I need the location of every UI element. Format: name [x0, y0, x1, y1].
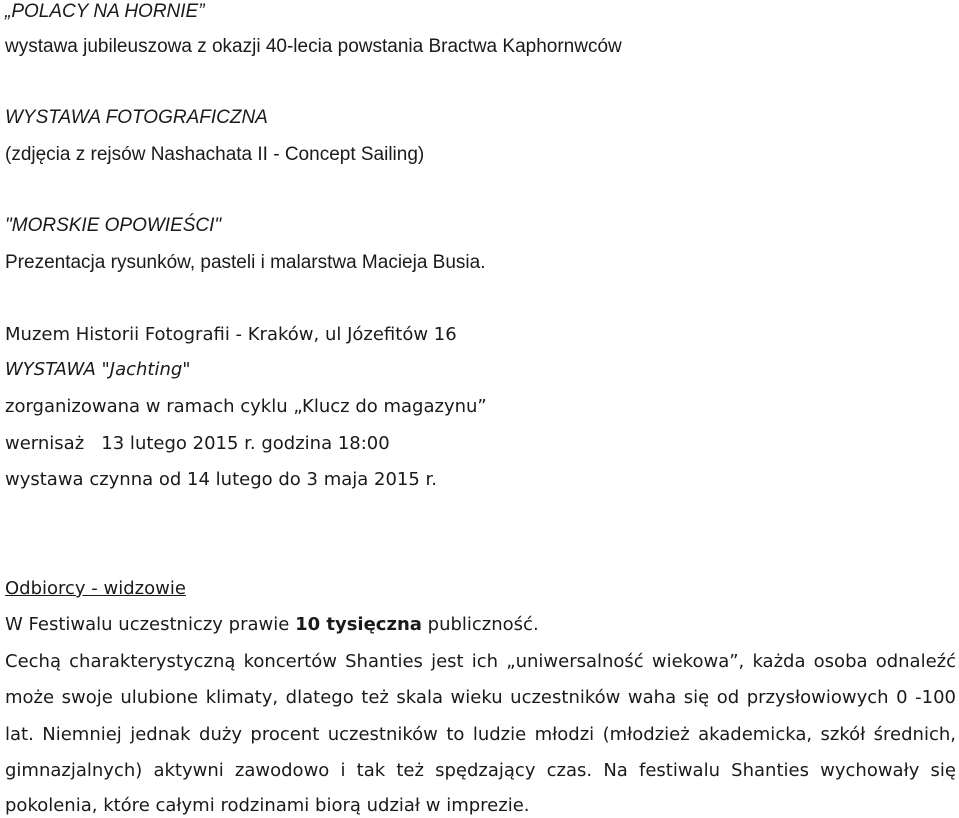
intro-prefix: W Festiwalu uczestniczy prawie [5, 614, 296, 635]
paragraph-line: lat. Niemniej jednak duży procent uczestników to ludzie młodzi (młodzież akademicka, szkół średnich, [5, 724, 956, 745]
paragraph-line: może swoje ulubione klimaty, dlatego też skala wieku uczestników waha się od przysłowiowych 0 -100 [5, 687, 956, 708]
exhibit-title: „POLACY NA HORNIE” [5, 1, 205, 22]
paragraph-line: gimnazjalnych) aktywni zawodowo i tak też spędzający czas. Na festiwalu Shanties wychowały się [5, 760, 956, 781]
paragraph-line: pokolenia, które całymi rodzinami biorą udział w imprezie. [5, 795, 530, 816]
audience-intro [5, 613, 539, 637]
intro-suffix: publiczność. [421, 614, 539, 635]
paragraph-line: Cechą charakterystyczną koncertów Shanties jest ich „uniwersalność wiekowa”, każda osoba odnaleźć [5, 651, 956, 672]
exhibit-cycle: zorganizowana w ramach cyklu „Klucz do magazynu” [5, 396, 487, 417]
exhibit-duration: wystawa czynna od 14 lutego do 3 maja 2015 r. [5, 469, 438, 490]
exhibit-subtitle: wystawa jubileuszowa z okazji 40-lecia powstania Bractwa Kaphornwców [5, 36, 622, 57]
exhibit-title: WYSTAWA "Jachting" [5, 359, 191, 380]
exhibit-title: WYSTAWA FOTOGRAFICZNA [5, 107, 268, 128]
section-heading: Odbiorcy - widzowie [5, 578, 186, 599]
exhibit-title: "MORSKIE OPOWIEŚCI" [5, 215, 222, 236]
intro-highlight: 10 tysięczna [295, 614, 422, 635]
exhibit-vernissage: wernisaż 13 lutego 2015 r. godzina 18:00 [5, 433, 390, 454]
exhibit-subtitle: (zdjęcia z rejsów Nashachata II - Concept Sailing) [5, 144, 425, 165]
exhibit-subtitle: Prezentacja rysunków, pasteli i malarstwa Macieja Busia. [5, 252, 486, 273]
exhibit-venue: Muzem Historii Fotografii - Kraków, ul Józefitów 16 [5, 324, 457, 345]
